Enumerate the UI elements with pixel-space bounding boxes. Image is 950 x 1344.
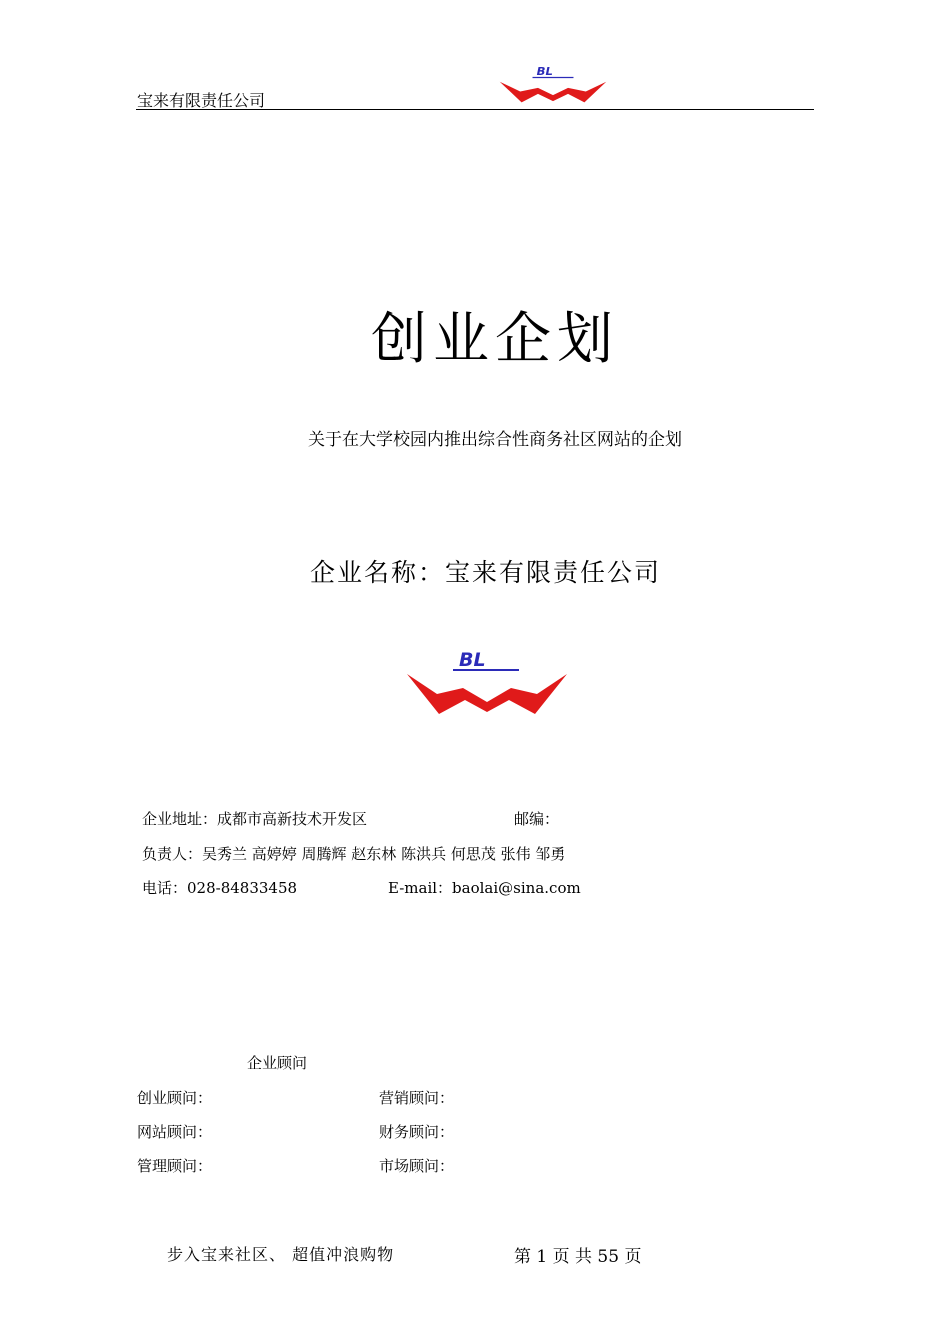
page-subtitle: 关于在大学校园内推出综合性商务社区网站的企划 xyxy=(308,430,682,450)
advisor-marketing: 营销顾问： xyxy=(379,1089,455,1107)
company-address: 企业地址：成都市高新技术开发区 xyxy=(142,810,368,828)
advisor-website: 网站顾问： xyxy=(137,1123,213,1141)
company-logo xyxy=(405,650,569,716)
advisor-finance: 财务顾问： xyxy=(379,1123,455,1141)
footer-slogan: 步入宝来社区、 超值冲浪购物 xyxy=(167,1245,395,1264)
advisor-startup: 创业顾问： xyxy=(137,1089,213,1107)
page-number: 第 1 页 共 55 页 xyxy=(514,1247,642,1267)
phone-number: 电话：028-84833458 xyxy=(142,879,298,897)
header-logo xyxy=(497,66,609,106)
advisors-title: 企业顾问 xyxy=(247,1054,308,1072)
advisor-management: 管理顾问： xyxy=(137,1157,213,1175)
advisor-market: 市场顾问： xyxy=(379,1157,455,1175)
page-title: 创业企划 xyxy=(371,307,619,372)
postcode-label: 邮编： xyxy=(514,810,560,828)
company-name: 企业名称：宝来有限责任公司 xyxy=(310,558,662,587)
header-rule xyxy=(136,109,814,110)
email-address: E-mail：baolai@sina.com xyxy=(388,879,581,897)
leaders-list: 负责人：吴秀兰 高婷婷 周腾辉 赵东林 陈洪兵 何思茂 张伟 邹勇 xyxy=(142,845,566,863)
company-logo-text: BL xyxy=(459,650,486,671)
header-company-name: 宝来有限责任公司 xyxy=(137,91,266,110)
header-logo-text: BL xyxy=(536,66,553,78)
